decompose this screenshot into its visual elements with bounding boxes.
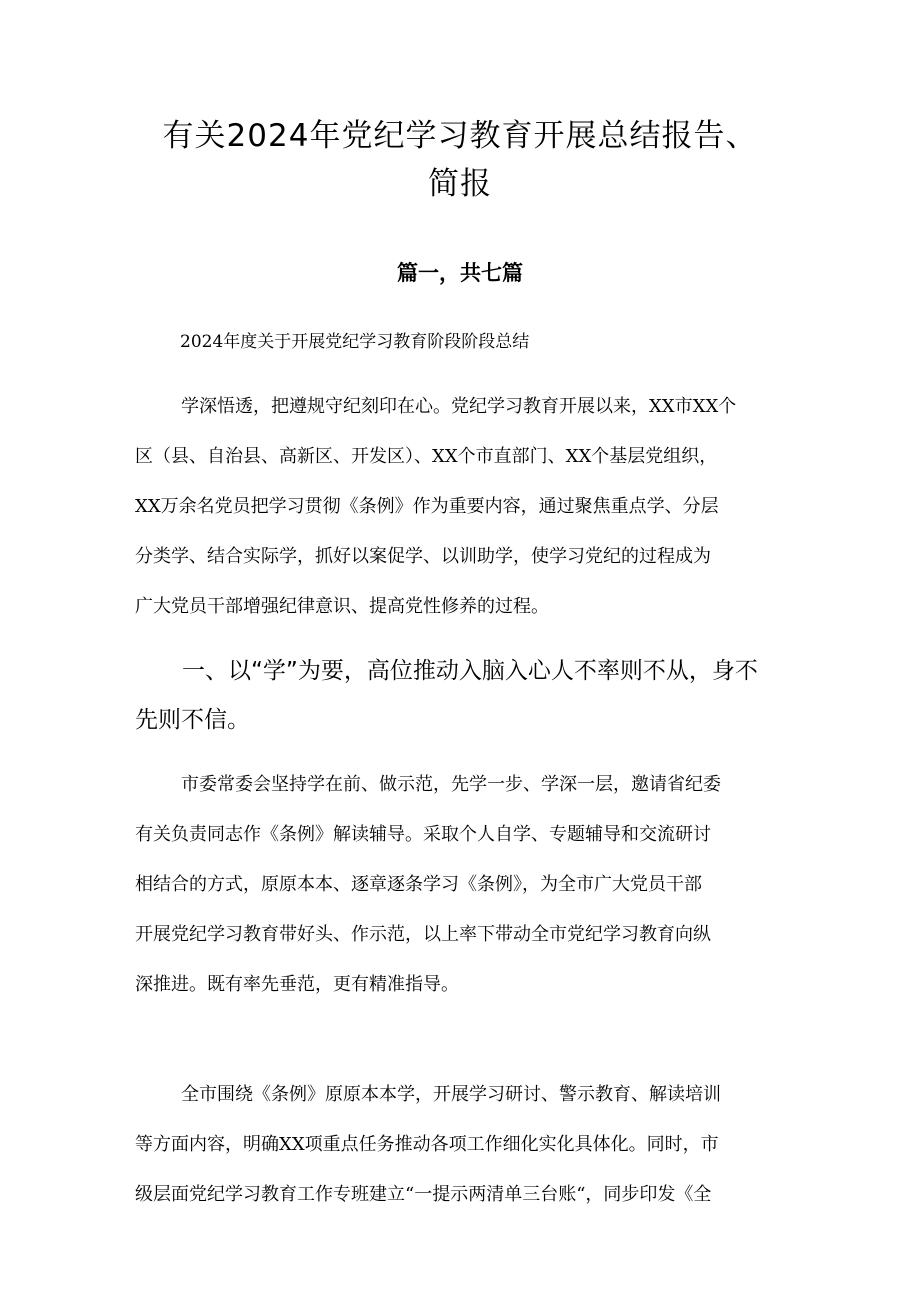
heading-line: 一、以“学”为要，高位推动入脑入心人不率则不从，身不 — [182, 658, 758, 684]
document-title-line-2: 简报 — [428, 166, 492, 202]
paragraph-line: 学深悟透，把遵规守纪刻印在心。党纪学习教育开展以来，XX市XX个 — [181, 396, 737, 417]
paragraph-line: 全市围绕《条例》原原本本学，开展学习研讨、警示教育、解读培训 — [181, 1084, 721, 1105]
paragraph-line: 市委常委会坚持学在前、做示范，先学一步、学深一层，邀请省纪委 — [181, 774, 721, 795]
paragraph-line: 分类学、结合实际学，抓好以案促学、以训助学，使学习党纪的过程成为 — [135, 546, 711, 567]
heading-line: 先则不信。 — [135, 707, 250, 733]
paragraph-line: 等方面内容，明确XX项重点任务推动各项工作细化实化具体化。同时，市 — [135, 1134, 719, 1155]
paragraph-line: 区（县、自治县、高新区、开发区）、XX个市直部门、XX个基层党组织， — [135, 446, 718, 467]
paragraph-line: 深推进。既有率先垂范，更有精准指导。 — [135, 974, 459, 995]
paragraph-1 — [135, 382, 785, 632]
section-subtitle: 篇一，共七篇 — [397, 261, 523, 285]
section-heading-1 — [135, 647, 790, 745]
paragraph-line: 广大党员干部增强纪律意识、提高党性修养的过程。 — [135, 596, 549, 617]
paragraph-line: 相结合的方式，原原本本、逐章逐条学习《条例》，为全市广大党员干部 — [135, 874, 702, 895]
paragraph-line: XX万余名党员把学习贯彻《条例》作为重要内容，通过聚焦重点学、分层 — [135, 496, 719, 517]
lead-line: 2024年度关于开展党纪学习教育阶段阶段总结 — [180, 332, 530, 352]
paragraph-2 — [135, 760, 785, 1010]
paragraph-3 — [135, 1070, 785, 1220]
paragraph-line: 级层面党纪学习教育工作专班建立“一提示两清单三台账“，同步印发《全 — [135, 1184, 712, 1205]
document-title-line-1: 有关2024年党纪学习教育开展总结报告、 — [162, 118, 758, 154]
paragraph-line: 开展党纪学习教育带好头、作示范，以上率下带动全市党纪学习教育向纵 — [135, 924, 711, 945]
paragraph-line: 有关负责同志作《条例》解读辅导。采取个人自学、专题辅导和交流研讨 — [135, 824, 711, 845]
